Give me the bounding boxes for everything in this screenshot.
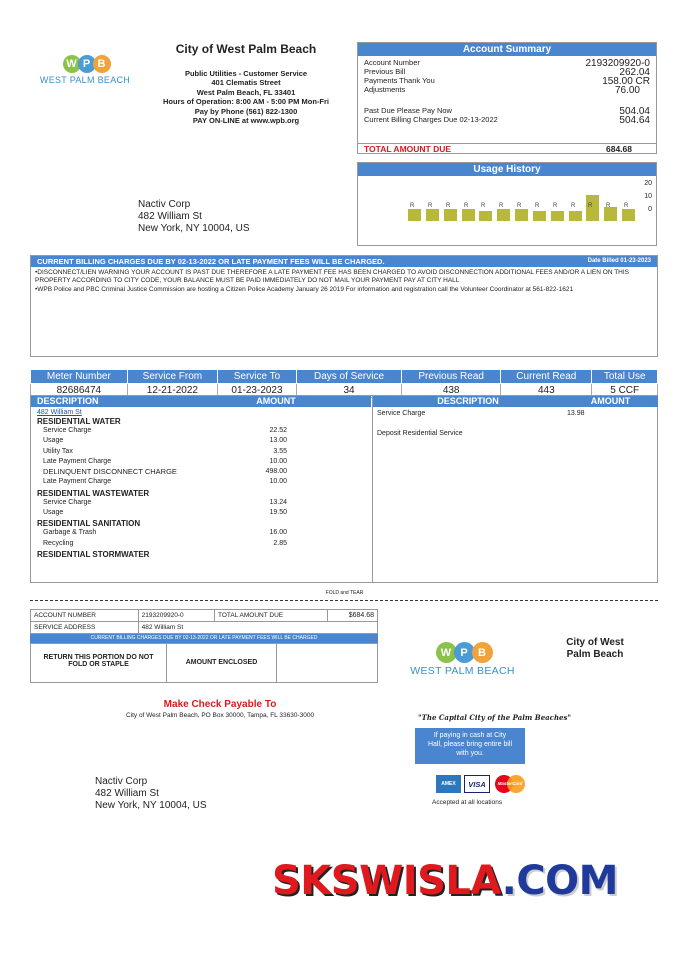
stub-acct-label: ACCOUNT NUMBER [31, 610, 139, 622]
charge-label: Service Charge [377, 410, 426, 417]
charge-label: Usage [43, 509, 64, 517]
charge-amount: 10.00 [269, 457, 287, 465]
hours: Hours of Operation: 8:00 AM - 5:00 PM Mon-Fri [163, 97, 329, 107]
charge-line [37, 477, 367, 487]
charge-line [377, 429, 655, 439]
usage-bars [406, 183, 638, 239]
charge-label: DELINQUENT DISCONNECT CHARGE [43, 467, 177, 477]
meter-table [30, 369, 658, 398]
logo-text: WEST PALM BEACH [39, 75, 131, 85]
customer-address-bottom [95, 776, 207, 812]
cash-note: If paying in cash at City Hall, please bring entire bill with you. [415, 728, 525, 764]
customer-name: Nactiv Corp [95, 776, 148, 787]
charge-amount: 19.50 [269, 509, 287, 517]
y-tick: 20 [644, 180, 652, 187]
charge-label: Late Payment Charge [43, 457, 112, 465]
meter-value: 5 CCF [592, 384, 658, 398]
customer-street: 482 William St [95, 788, 159, 799]
accepted-text: Accepted at all locations [432, 799, 503, 806]
summary-value: 158.00 CR [602, 76, 650, 87]
notice-line: •WPB Police and PBC Criminal Justice Commission are hosting a Citizen Police Academy January 26 2019 For information and registration call the Volunteer Coordinator at 561-822-1621 [35, 285, 574, 293]
charge-group-title: RESIDENTIAL WATER [37, 417, 121, 426]
charge-line [37, 508, 367, 518]
right-charges [377, 409, 655, 439]
notice-heading: CURRENT BILLING CHARGES DUE BY 02-13-2022 OR LATE PAYMENT FEES WILL BE CHARGED. [37, 257, 385, 266]
charge-label: Service Charge [43, 498, 92, 506]
amount-header: AMOUNT [256, 396, 296, 406]
meter-header: Total Use [592, 370, 658, 384]
charge-line [37, 528, 367, 538]
charge-amount: 22.52 [269, 427, 287, 434]
logo-circle-b: B [93, 55, 111, 73]
meter-header: Service To [218, 370, 297, 384]
charge-amount: 16.00 [269, 529, 287, 537]
summary-label: Previous Bill [364, 67, 406, 76]
customer-address [138, 199, 250, 235]
usage-bar-label: R [428, 203, 433, 209]
phone: Pay by Phone (561) 822-1300 [194, 106, 298, 116]
billing-notice [30, 255, 658, 357]
usage-bar [551, 211, 564, 221]
meter-value: 34 [296, 384, 401, 398]
customer-city: New York, NY 10004, US [138, 223, 250, 234]
account-summary [357, 42, 657, 154]
usage-bar-label: R [481, 203, 486, 209]
usage-bar [479, 211, 492, 221]
watermark-part1: SKSWISLA [272, 858, 502, 904]
charge-line [37, 498, 367, 508]
card-logos [436, 775, 527, 793]
stub-total-label: TOTAL AMOUNT DUE [215, 610, 328, 622]
charge-amount: 13.00 [269, 437, 287, 445]
y-tick: 10 [644, 193, 652, 200]
amex-icon: AMEX [436, 775, 461, 793]
charge-line [37, 539, 367, 549]
desc-header: DESCRIPTION [37, 396, 99, 406]
meter-header: Meter Number [31, 370, 128, 384]
charge-label: Garbage & Trash [43, 529, 97, 537]
return-text: RETURN THIS PORTION DO NOT FOLD OR STAPLE [31, 644, 167, 682]
summary-value: 504.64 [619, 115, 650, 126]
charge-group-title: RESIDENTIAL STORMWATER [37, 549, 150, 559]
payable-block [60, 699, 380, 719]
usage-bar-label: R [588, 203, 593, 209]
mastercard-icon [493, 775, 527, 793]
usage-bar [426, 209, 439, 221]
usage-bar [569, 211, 582, 221]
charge-label: Usage [43, 437, 64, 445]
logo-circle-p: P [78, 55, 96, 73]
visa-icon: VISA [464, 775, 490, 793]
charge-line [37, 447, 367, 457]
payable-address: City of West Palm Beach, PO Box 30000, Tampa, FL 33630-3000 [125, 712, 315, 719]
charge-label: Deposit Residential Service [377, 430, 463, 437]
meter-header: Days of Service [296, 370, 401, 384]
customer-street: 482 William St [138, 211, 202, 222]
summary-label: Past Due Please Pay Now [364, 106, 452, 115]
charge-label: Late Payment Charge [43, 478, 112, 486]
fold-text: FOLD and TEAR [325, 590, 364, 596]
usage-bar-label: R [553, 203, 558, 209]
stub-acct-value: 2193209920-0 [138, 610, 214, 622]
usage-bar-label: R [499, 203, 504, 209]
summary-label: Payments Thank You [364, 76, 435, 85]
usage-bar [408, 209, 421, 221]
logo-text: WEST PALM BEACH [410, 665, 515, 677]
usage-bar [444, 209, 457, 221]
payable-title: Make Check Payable To [163, 699, 277, 710]
charge-group-title: RESIDENTIAL SANITATION [37, 519, 141, 529]
usage-bar [497, 209, 510, 221]
amount-enclosed-field[interactable] [277, 644, 377, 682]
dept-name: Public Utilities - Customer Service [184, 69, 308, 78]
summary-value: 504.04 [619, 106, 650, 117]
street: 401 Clematis Street [211, 78, 281, 88]
charge-label: Service Charge [43, 427, 92, 434]
meter-header: Current Read [501, 370, 592, 384]
usage-bar-label: R [624, 203, 629, 209]
charge-label: Utility Tax [43, 447, 73, 455]
watermark-part2: .COM [501, 858, 618, 904]
usage-bar-label: R [410, 203, 415, 209]
left-charges [37, 409, 367, 559]
charge-line [37, 457, 367, 467]
city: West Palm Beach, FL 33401 [196, 87, 296, 97]
customer-city: New York, NY 10004, US [95, 800, 207, 811]
meter-value: 01-23-2023 [218, 384, 297, 398]
notice-line: •DISCONNECT/LIEN WARNING YOUR ACCOUNT IS PAST DUE THEREFORE A LATE PAYMENT FEE HAS BEEN CHARGED TO AVOID DISCONNECTION ADDITIONAL FEES AND/OR A LIEN ON THIS PROPERTY ACCORDING TO CITY CODE, YOUR BALANCE MUST BE PAID IMMEDIATELY DO NOT MAIL YOUR PAYMENT PAY AT CITY HALL [35, 269, 630, 285]
slogan: "The Capital City of the Palm Beaches" [418, 713, 572, 722]
stub-city-name: City of West Palm Beach [566, 637, 624, 660]
charge-line [37, 467, 367, 477]
stub-notice: CURRENT BILLING CHARGES DUE BY 02-13-2022 OR LATE PAYMENT FEES WILL BE CHARGED [30, 634, 378, 643]
usage-bar [515, 209, 528, 221]
usage-title: Usage History [358, 163, 656, 176]
summary-value: 262.04 [619, 67, 650, 78]
logo-circle-p: P [454, 642, 475, 663]
summary-label: Account Number [364, 58, 420, 67]
summary-title: Account Summary [358, 43, 656, 56]
wpb-logo [35, 55, 135, 85]
usage-bar-label: R [606, 203, 611, 209]
mastercard-label: MasterCard [497, 781, 523, 786]
usage-bar [462, 209, 475, 221]
address-link[interactable]: 482 William St [37, 409, 82, 416]
total-label: TOTAL AMOUNT DUE [364, 144, 452, 154]
usage-bar [604, 207, 617, 221]
stub-logo [405, 642, 520, 677]
usage-bar-label: R [464, 203, 469, 209]
stub-total-value: $684.68 [327, 610, 377, 622]
customer-name: Nactiv Corp [138, 199, 191, 210]
charge-amount: 13.98 [567, 410, 585, 417]
logo-circle-w: W [63, 55, 81, 73]
stub-addr-value: 482 William St [138, 622, 377, 634]
online: PAY ON-LINE at www.wpb.org [192, 115, 300, 125]
summary-label: Current Billing Charges Due 02-13-2022 [364, 115, 498, 124]
summary-label: Adjustments [364, 85, 406, 94]
charge-label: Recycling [43, 539, 74, 547]
meter-value: 82686474 [31, 384, 128, 398]
usage-bar-label: R [446, 203, 451, 209]
payment-stub [30, 609, 378, 683]
charge-line [377, 409, 655, 419]
meter-header: Service From [127, 370, 217, 384]
usage-history [357, 162, 657, 246]
watermark [272, 858, 618, 904]
meter-header: Previous Read [402, 370, 501, 384]
usage-bar-label: R [535, 203, 540, 209]
usage-bar [622, 209, 635, 221]
charge-group-title: RESIDENTIAL WASTEWATER [37, 488, 150, 498]
meter-value: 12-21-2022 [127, 384, 217, 398]
charge-amount: 3.55 [273, 447, 287, 455]
logo-circle-w: W [436, 642, 457, 663]
charge-amount: 498.00 [265, 468, 287, 476]
charge-line [37, 426, 367, 436]
usage-bar [533, 211, 546, 221]
stub-addr-label: SERVICE ADDRESS [31, 622, 139, 634]
usage-bar-label: R [517, 203, 522, 209]
date-billed: Date Billed 01-23-2023 [587, 258, 651, 264]
logo-circle-b: B [472, 642, 493, 663]
meter-value: 438 [402, 384, 501, 398]
utility-title: City of West Palm Beach [175, 42, 317, 56]
charge-amount: 2.85 [273, 539, 287, 547]
charge-amount [567, 429, 607, 439]
y-tick: 0 [648, 206, 652, 213]
amount-header: AMOUNT [590, 396, 631, 406]
amount-enclosed-label: AMOUNT ENCLOSED [167, 644, 277, 682]
meter-value: 443 [501, 384, 592, 398]
charge-amount: 13.24 [269, 498, 287, 506]
total-value: 684.68 [606, 144, 632, 154]
desc-header: DESCRIPTION [437, 396, 499, 406]
charge-amount: 10.00 [269, 478, 287, 486]
usage-bar-label: R [571, 203, 576, 209]
tear-line [30, 600, 658, 601]
charge-line [37, 436, 367, 446]
utility-header [135, 42, 357, 125]
summary-value: 76.00 [614, 85, 640, 96]
charges-box [30, 395, 658, 583]
account-number: 2193209920-0 [585, 58, 650, 69]
